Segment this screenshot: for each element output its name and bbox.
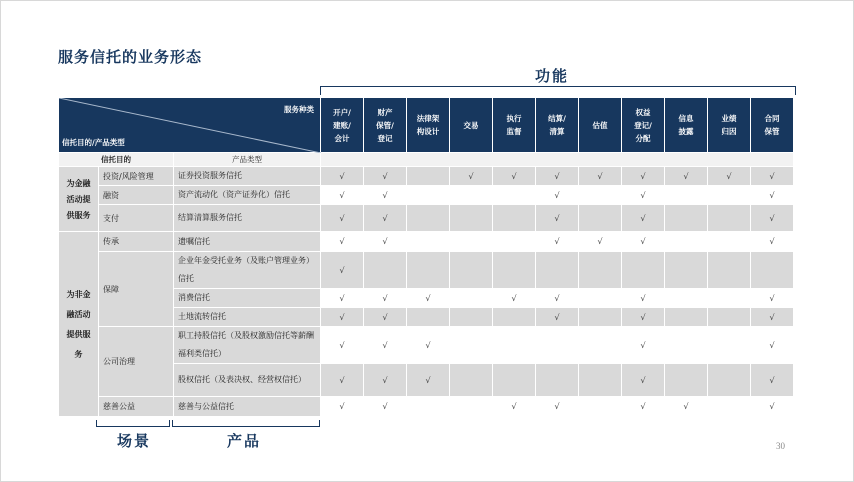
scene-cell: 公司治理 [99, 327, 174, 397]
check-cell: √ [579, 232, 622, 252]
check-cell: √ [321, 364, 364, 397]
check-cell: √ [665, 167, 708, 186]
check-cell [708, 327, 751, 364]
table-row [59, 252, 794, 289]
function-header: 财产 保管/ 登记 [364, 98, 407, 153]
check-cell: √ [622, 205, 665, 232]
function-header: 业绩 归因 [708, 98, 751, 153]
check-cell [493, 308, 536, 327]
function-header: 估值 [579, 98, 622, 153]
check-cell [708, 289, 751, 308]
check-cell: √ [364, 397, 407, 417]
function-header: 权益 登记/ 分配 [622, 98, 665, 153]
table-row [59, 327, 794, 364]
check-cell: √ [536, 167, 579, 186]
table-row [59, 167, 794, 186]
check-cell [665, 327, 708, 364]
service-type-label: 服务种类 [284, 105, 314, 114]
check-cell: √ [364, 186, 407, 205]
check-cell: √ [751, 308, 794, 327]
check-cell [708, 397, 751, 417]
check-cell [665, 308, 708, 327]
scene-cell: 保障 [99, 252, 174, 327]
check-cell: √ [407, 327, 450, 364]
check-cell [450, 308, 493, 327]
check-cell [579, 364, 622, 397]
product-cell: 股权信托（及表决权、经营权信托） [174, 364, 321, 397]
check-cell [493, 205, 536, 232]
sub-purpose-label: 信托目的 [59, 153, 174, 167]
check-cell: √ [751, 167, 794, 186]
check-cell: √ [321, 186, 364, 205]
function-header: 法律架 构设计 [407, 98, 450, 153]
check-cell [450, 364, 493, 397]
check-cell: √ [622, 232, 665, 252]
check-cell: √ [622, 186, 665, 205]
check-cell: √ [622, 167, 665, 186]
check-cell [364, 252, 407, 289]
table-row [59, 232, 794, 252]
check-cell: √ [622, 397, 665, 417]
product-cell: 企业年金受托业务（及账户管理业务）信托 [174, 252, 321, 289]
check-cell [407, 186, 450, 205]
check-cell [708, 252, 751, 289]
check-cell: √ [364, 205, 407, 232]
product-cell: 证券投资服务信托 [174, 167, 321, 186]
check-cell [708, 232, 751, 252]
function-header: 交易 [450, 98, 493, 153]
check-cell [450, 186, 493, 205]
check-cell: √ [536, 308, 579, 327]
check-cell: √ [321, 232, 364, 252]
check-cell [407, 167, 450, 186]
subheader-row [59, 153, 794, 167]
check-cell: √ [364, 308, 407, 327]
product-cell: 资产流动化（资产证券化）信托 [174, 186, 321, 205]
check-cell [579, 186, 622, 205]
check-cell [708, 186, 751, 205]
check-cell [536, 327, 579, 364]
scene-cell: 慈善公益 [99, 397, 174, 417]
check-cell: √ [321, 397, 364, 417]
check-cell [751, 252, 794, 289]
check-cell: √ [751, 397, 794, 417]
scene-label: 场景 [117, 432, 152, 450]
check-cell: √ [622, 364, 665, 397]
check-cell [450, 232, 493, 252]
category-cell: 为金融 活动提 供服务 [59, 167, 99, 232]
scene-cell: 传承 [99, 232, 174, 252]
check-cell: √ [493, 397, 536, 417]
check-cell [407, 252, 450, 289]
check-cell [450, 205, 493, 232]
check-cell [407, 397, 450, 417]
check-cell: √ [321, 205, 364, 232]
check-cell: √ [450, 167, 493, 186]
check-cell: √ [321, 308, 364, 327]
function-header: 信息 披露 [665, 98, 708, 153]
check-cell: √ [321, 289, 364, 308]
purpose-product-label: 信托目的/产品类型 [62, 138, 125, 147]
category-cell: 为非金 融活动 提供服 务 [59, 232, 99, 417]
check-cell: √ [622, 289, 665, 308]
page-title: 服务信托的业务形态 [58, 48, 203, 66]
product-cell: 消费信托 [174, 289, 321, 308]
check-cell: √ [708, 167, 751, 186]
check-cell: √ [364, 327, 407, 364]
function-header: 执行 监督 [493, 98, 536, 153]
table-row [59, 205, 794, 232]
check-cell: √ [364, 364, 407, 397]
functions-bracket [320, 86, 796, 95]
product-cell: 土地流转信托 [174, 308, 321, 327]
check-cell [579, 308, 622, 327]
check-cell: √ [751, 232, 794, 252]
check-cell: √ [364, 167, 407, 186]
product-cell: 结算清算服务信托 [174, 205, 321, 232]
check-cell [493, 252, 536, 289]
check-cell: √ [536, 186, 579, 205]
check-cell: √ [493, 289, 536, 308]
function-header: 开户/ 建账/ 会计 [321, 98, 364, 153]
sub-product-label: 产品类型 [174, 153, 321, 167]
check-cell: √ [407, 289, 450, 308]
check-cell [450, 397, 493, 417]
header-diagonal-cell [59, 98, 321, 153]
check-cell [450, 327, 493, 364]
check-cell [708, 308, 751, 327]
subheader-filler [321, 153, 794, 167]
check-cell [536, 252, 579, 289]
check-cell [407, 308, 450, 327]
check-cell: √ [321, 252, 364, 289]
check-cell [665, 186, 708, 205]
page-number: 30 [776, 441, 785, 451]
check-cell: √ [751, 289, 794, 308]
check-cell: √ [364, 232, 407, 252]
check-cell: √ [536, 232, 579, 252]
product-cell: 遗嘱信托 [174, 232, 321, 252]
check-cell [665, 252, 708, 289]
check-cell [407, 232, 450, 252]
check-cell [536, 364, 579, 397]
check-cell [579, 252, 622, 289]
product-label: 产品 [227, 432, 262, 450]
check-cell: √ [407, 364, 450, 397]
function-header: 合同 保管 [751, 98, 794, 153]
check-cell [407, 205, 450, 232]
check-cell [665, 289, 708, 308]
scene-cell: 融资 [99, 186, 174, 205]
table-row [59, 397, 794, 417]
product-cell: 职工持股信托（及股权激励信托等薪酬福利类信托） [174, 327, 321, 364]
check-cell: √ [321, 327, 364, 364]
check-cell [579, 205, 622, 232]
check-cell: √ [493, 167, 536, 186]
header-row [59, 98, 794, 153]
check-cell [708, 364, 751, 397]
product-cell: 慈善与公益信托 [174, 397, 321, 417]
check-cell: √ [321, 167, 364, 186]
check-cell: √ [751, 205, 794, 232]
scene-cell: 投资/风险管理 [99, 167, 174, 186]
check-cell [665, 205, 708, 232]
scene-bracket [96, 420, 170, 427]
product-bracket [172, 420, 320, 427]
function-header: 结算/ 清算 [536, 98, 579, 153]
check-cell [622, 252, 665, 289]
check-cell [493, 186, 536, 205]
check-cell [493, 327, 536, 364]
check-cell [493, 364, 536, 397]
table-row [59, 186, 794, 205]
service-trust-table [58, 97, 794, 417]
check-cell [708, 205, 751, 232]
check-cell [493, 232, 536, 252]
check-cell [579, 289, 622, 308]
check-cell [665, 364, 708, 397]
check-cell: √ [751, 327, 794, 364]
check-cell [665, 232, 708, 252]
check-cell [579, 397, 622, 417]
functions-label: 功能 [535, 67, 570, 85]
check-cell: √ [364, 289, 407, 308]
check-cell: √ [622, 308, 665, 327]
check-cell: √ [536, 397, 579, 417]
check-cell: √ [579, 167, 622, 186]
check-cell [579, 327, 622, 364]
check-cell: √ [665, 397, 708, 417]
check-cell: √ [751, 186, 794, 205]
check-cell: √ [536, 205, 579, 232]
scene-cell: 支付 [99, 205, 174, 232]
check-cell [450, 252, 493, 289]
check-cell [450, 289, 493, 308]
check-cell: √ [751, 364, 794, 397]
check-cell: √ [622, 327, 665, 364]
check-cell: √ [536, 289, 579, 308]
